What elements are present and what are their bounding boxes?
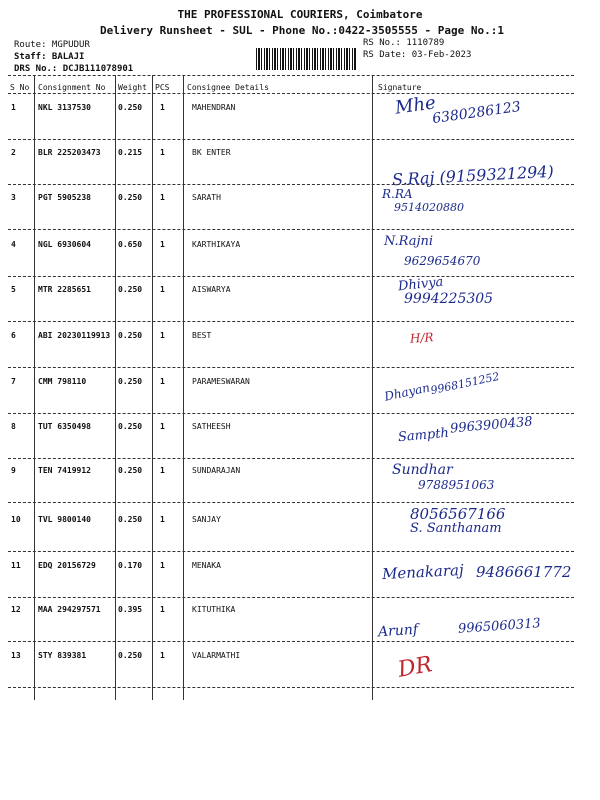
row-consignment-number: MTR 2285651 [38, 285, 91, 294]
row-signature-phone: 9965060313 [457, 616, 542, 637]
row-serial-number: 11 [11, 561, 21, 570]
row-signature-phone: 9994225305 [404, 291, 494, 307]
row-separator [8, 367, 574, 368]
row-signature-phone: 9788951063 [418, 478, 495, 492]
column-header-signature: Signature [378, 83, 422, 92]
row-consignee-name: SATHEESH [192, 422, 231, 431]
row-weight: 0.395 [118, 605, 143, 614]
row-pcs: 1 [160, 103, 165, 112]
drs-number: DRS No.: DCJB111078901 [14, 64, 134, 74]
row-serial-number: 8 [11, 422, 16, 431]
row-signature-handwriting: Sampth [397, 425, 450, 446]
row-pcs: 1 [160, 285, 165, 294]
column-header-consignee: Consignee Details [187, 83, 269, 92]
column-divider [115, 75, 116, 700]
row-pcs: 1 [160, 331, 165, 340]
row-consignment-number: CMM 798110 [38, 377, 87, 386]
row-signature-handwriting: DR [396, 652, 435, 683]
row-consignment-number: TVL 9800140 [38, 515, 91, 524]
row-signature-handwriting: H/R [409, 330, 435, 346]
row-serial-number: 7 [11, 377, 16, 386]
row-serial-number: 10 [11, 515, 21, 524]
row-consignment-number: ABI 20230119913 [38, 331, 111, 340]
row-weight: 0.250 [118, 103, 143, 112]
row-separator [8, 458, 574, 459]
row-consignee-name: KITUTHIKA [192, 605, 236, 614]
row-consignee-name: BK ENTER [192, 148, 231, 157]
rs-number: RS No.: 1110789 [363, 38, 445, 48]
row-pcs: 1 [160, 466, 165, 475]
row-consignment-number: STY 839381 [38, 651, 87, 660]
row-serial-number: 6 [11, 331, 16, 340]
row-separator [8, 502, 574, 503]
column-divider [372, 75, 373, 700]
row-consignee-name: SANJAY [192, 515, 221, 524]
row-weight: 0.650 [118, 240, 143, 249]
row-weight: 0.170 [118, 561, 143, 570]
row-consignee-name: SARATH [192, 193, 221, 202]
route-label: Route: MGPUDUR [14, 40, 90, 50]
row-signature-handwriting: Dhivya [397, 274, 445, 295]
column-header-consignment: Consignment No [38, 83, 106, 92]
row-signature-phone: 9963900438 [449, 414, 534, 437]
barcode-image [256, 48, 356, 70]
row-pcs: 1 [160, 561, 165, 570]
row-separator [8, 276, 574, 277]
row-pcs: 1 [160, 605, 165, 614]
row-pcs: 1 [160, 651, 165, 660]
row-weight: 0.250 [118, 285, 143, 294]
row-signature-phone: 9629654670 [404, 254, 481, 268]
row-serial-number: 13 [11, 651, 21, 660]
row-weight: 0.250 [118, 515, 143, 524]
row-weight: 0.215 [118, 148, 143, 157]
row-separator [8, 139, 574, 140]
row-consignment-number: NKL 3137530 [38, 103, 91, 112]
column-divider [152, 75, 153, 700]
document-title: THE PROFESSIONAL COURIERS, Coimbatore [177, 8, 423, 21]
row-weight: 0.250 [118, 377, 143, 386]
row-pcs: 1 [160, 193, 165, 202]
row-signature-handwriting: R.RA [382, 187, 413, 201]
row-signature-phone: 9514020880 [394, 201, 464, 214]
column-header-weight: Weight [118, 83, 147, 92]
row-separator [8, 597, 574, 598]
row-separator [8, 641, 574, 642]
row-pcs: 1 [160, 240, 165, 249]
column-header-pcs: PCS [155, 83, 170, 92]
row-serial-number: 3 [11, 193, 16, 202]
row-signature-handwriting: Menakaraj [381, 560, 465, 584]
header-bottom-rule [8, 93, 574, 94]
row-consignee-name: MENAKA [192, 561, 221, 570]
row-consignment-number: NGL 6930604 [38, 240, 91, 249]
row-consignee-name: MAHENDRAN [192, 103, 236, 112]
row-serial-number: 2 [11, 148, 16, 157]
row-consignment-number: MAA 294297571 [38, 605, 101, 614]
row-separator [8, 413, 574, 414]
row-consignment-number: BLR 225203473 [38, 148, 101, 157]
row-signature-phone: S. Santhanam [410, 521, 502, 536]
row-serial-number: 4 [11, 240, 16, 249]
row-pcs: 1 [160, 422, 165, 431]
row-consignment-number: EDQ 20156729 [38, 561, 96, 570]
row-consignee-name: KARTHIKAYA [192, 240, 241, 249]
row-signature-handwriting: 8056567166 [410, 505, 506, 523]
rs-date: RS Date: 03-Feb-2023 [363, 50, 472, 60]
row-signature-handwriting: S.Raj (9159321294) [391, 161, 555, 190]
row-separator [8, 229, 574, 230]
row-consignee-name: BEST [192, 331, 212, 340]
row-signature-phone: 9968151252 [429, 369, 501, 398]
row-signature-handwriting: N.Rajni [384, 234, 434, 249]
row-separator [8, 551, 574, 552]
row-consignee-name: PARAMESWARAN [192, 377, 250, 386]
row-consignment-number: PGT 5905238 [38, 193, 91, 202]
row-consignee-name: SUNDARAJAN [192, 466, 241, 475]
row-weight: 0.250 [118, 193, 143, 202]
table-top-rule [8, 75, 574, 76]
row-signature-handwriting: Arunf [377, 621, 419, 641]
staff-label: Staff: BALAJI [14, 52, 85, 62]
row-separator [8, 321, 574, 322]
row-weight: 0.250 [118, 422, 143, 431]
row-weight: 0.250 [118, 651, 143, 660]
row-pcs: 1 [160, 377, 165, 386]
document-subtitle: Delivery Runsheet - SUL - Phone No.:0422-3505555 - Page No.:1 [100, 24, 504, 37]
row-signature-phone: 6380286123 [431, 98, 522, 128]
row-signature-handwriting: Dhayan [383, 380, 432, 404]
row-serial-number: 5 [11, 285, 16, 294]
row-separator [8, 184, 574, 185]
row-consignment-number: TEN 7419912 [38, 466, 91, 475]
row-separator [8, 687, 574, 688]
row-consignee-name: AISWARYA [192, 285, 231, 294]
row-serial-number: 12 [11, 605, 21, 614]
column-header-sno: S No [10, 83, 30, 92]
row-pcs: 1 [160, 148, 165, 157]
column-divider [183, 75, 184, 700]
row-weight: 0.250 [118, 331, 143, 340]
row-weight: 0.250 [118, 466, 143, 475]
row-pcs: 1 [160, 515, 165, 524]
row-serial-number: 1 [11, 103, 16, 112]
row-signature-handwriting: Mhe [393, 92, 437, 119]
row-consignee-name: VALARMATHI [192, 651, 241, 660]
row-signature-handwriting: Sundhar [392, 462, 453, 478]
row-signature-phone: 9486661772 [476, 563, 572, 581]
row-serial-number: 9 [11, 466, 16, 475]
row-consignment-number: TUT 6350498 [38, 422, 91, 431]
column-divider [34, 75, 35, 700]
